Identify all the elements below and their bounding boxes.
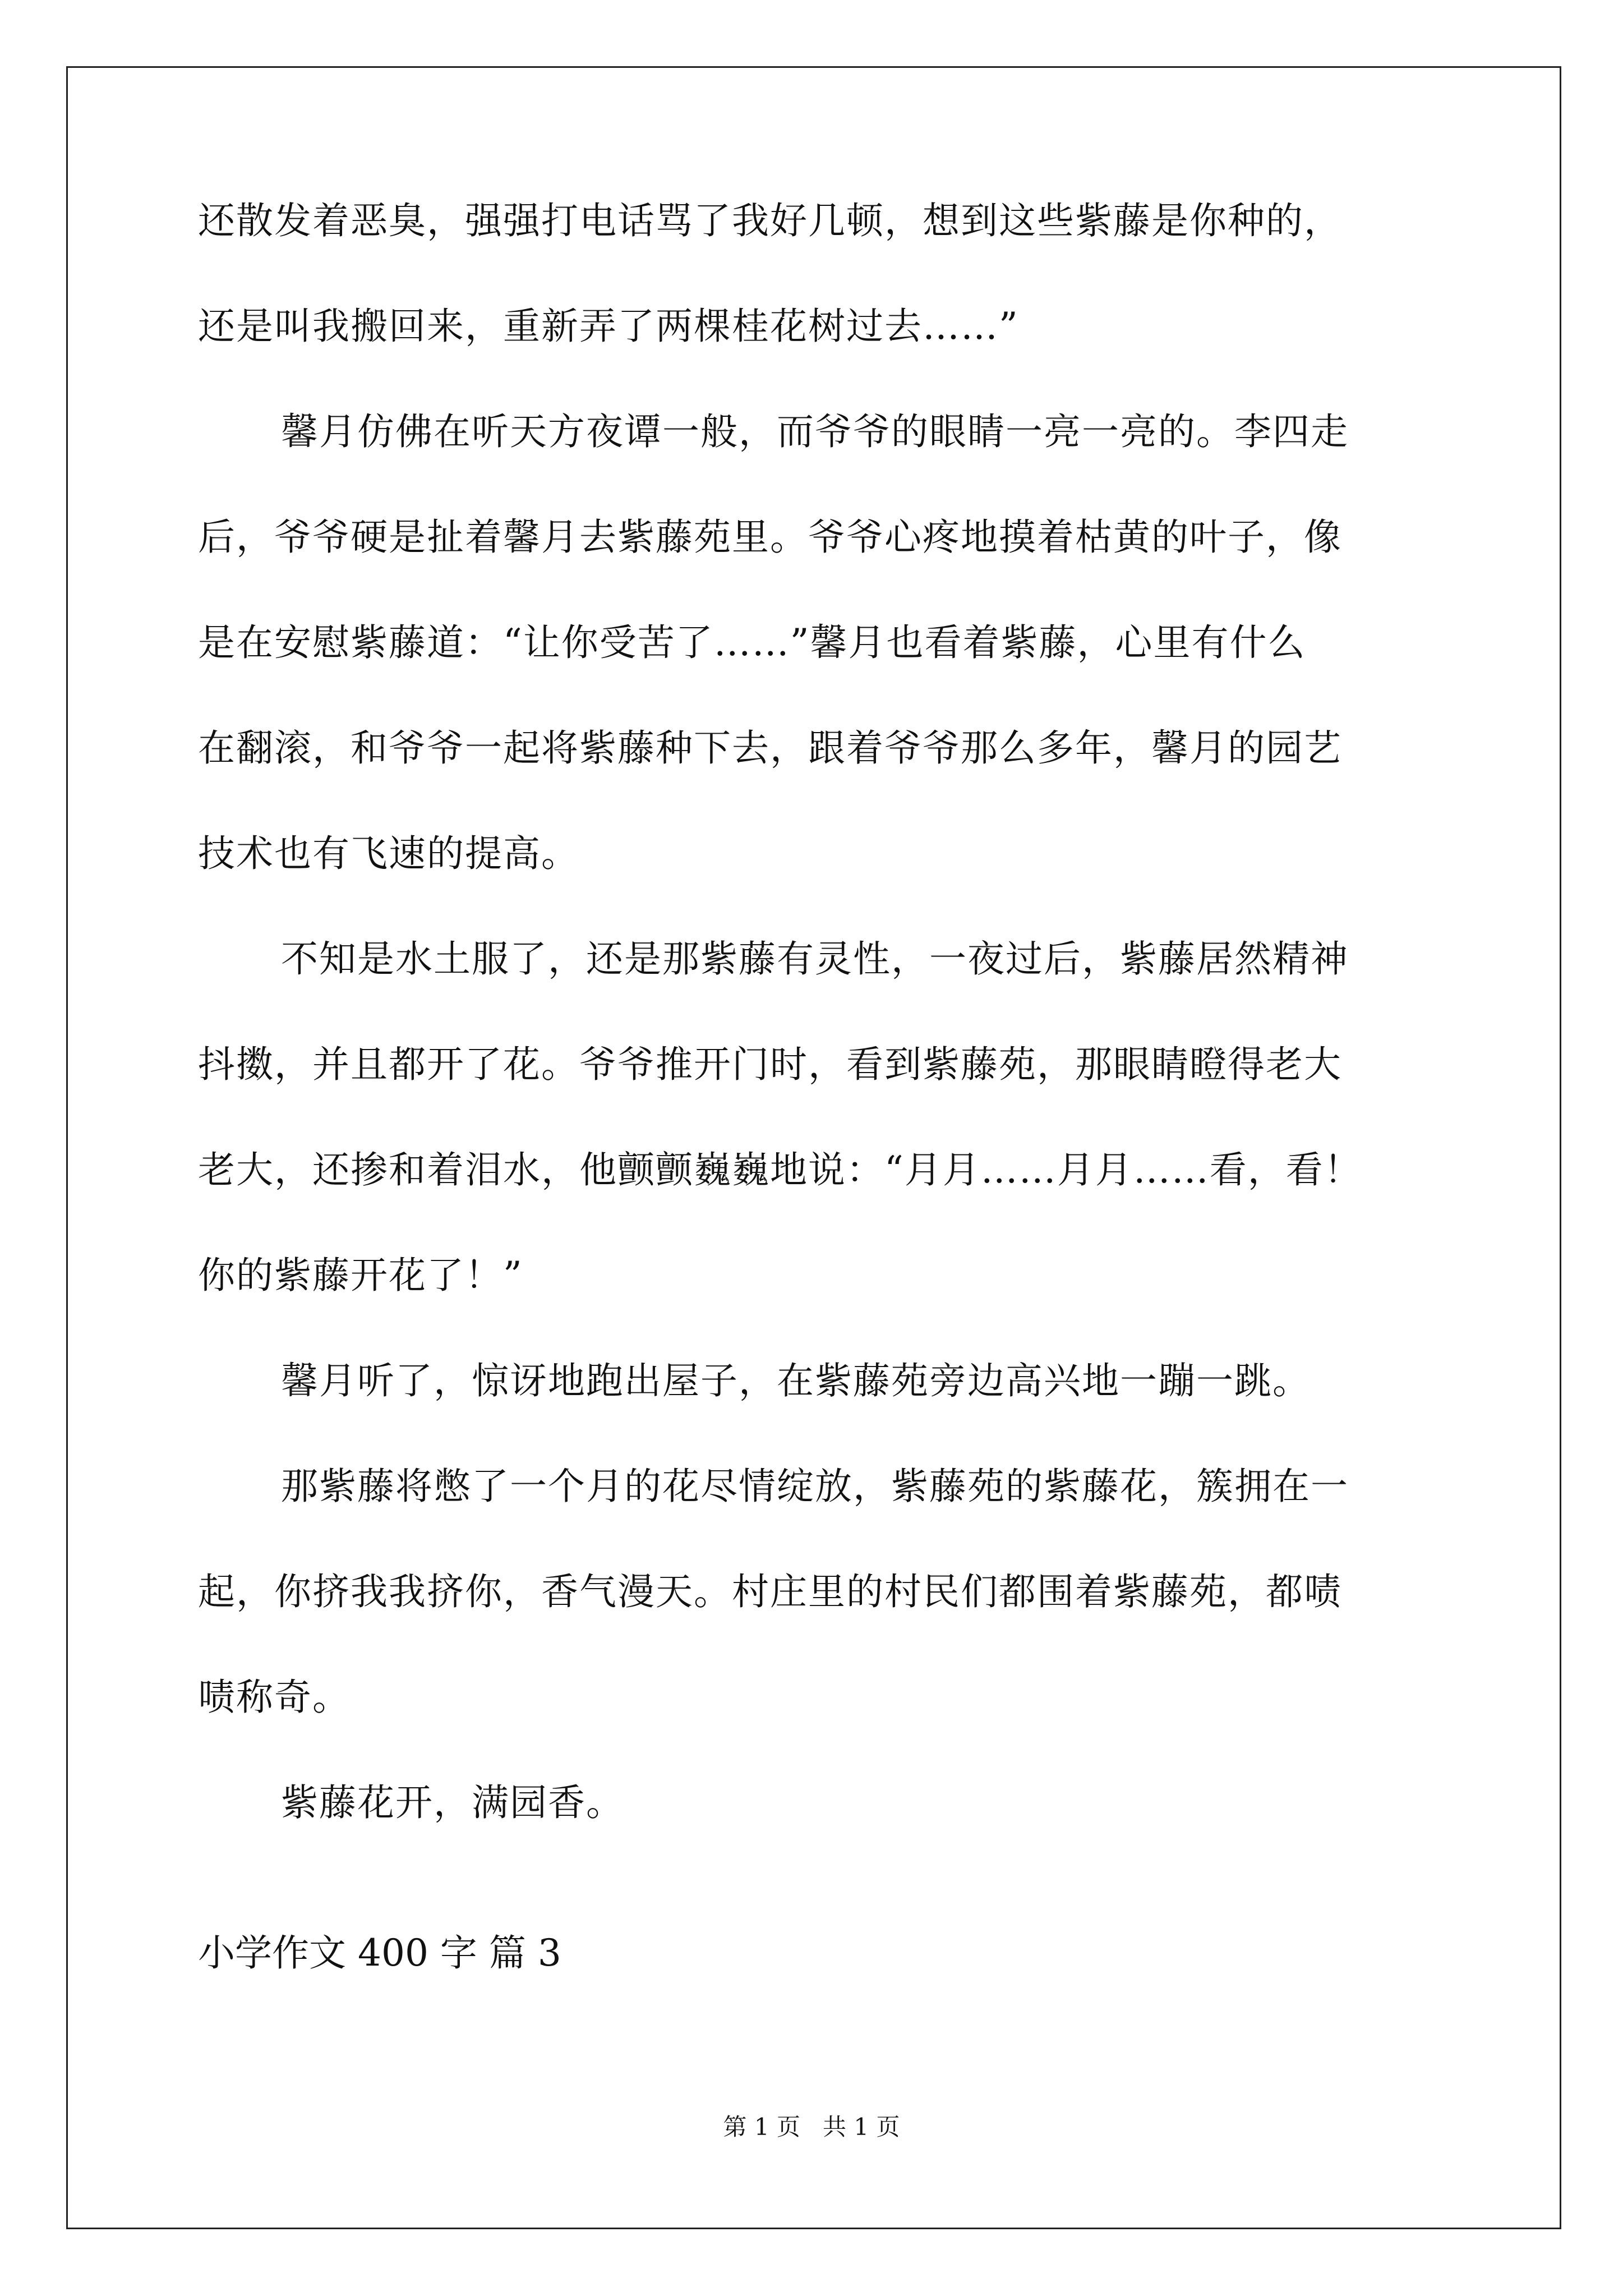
paragraph-start-line: 不知是水土服了，还是那紫藤有灵性，一夜过后，紫藤居然精神 bbox=[281, 937, 1349, 981]
text-line: 起，你挤我我挤你，香气漫天。村庄里的村民们都围着紫藤苑，都啧 bbox=[198, 1570, 1342, 1613]
text-line: 技术也有飞速的提高。 bbox=[198, 832, 579, 875]
paragraph-start-line: 馨月仿佛在听天方夜谭一般，而爷爷的眼睛一亮一亮的。李四走 bbox=[281, 410, 1349, 453]
text-line: 是在安慰紫藤道：“让你受苦了……”馨月也看着紫藤，心里有什么 bbox=[198, 621, 1306, 664]
text-line: 老大，还掺和着泪水，他颤颤巍巍地说：“月月……月月……看，看！ bbox=[198, 1148, 1362, 1191]
text-line: 后，爷爷硬是扯着馨月去紫藤苑里。爷爷心疼地摸着枯黄的叶子，像 bbox=[198, 516, 1342, 559]
text-line: 啧称奇。 bbox=[198, 1676, 351, 1719]
paragraph-start-line: 紫藤花开，满园香。 bbox=[281, 1781, 624, 1824]
page-number-footer: 第 1 页 共 1 页 bbox=[723, 2113, 900, 2141]
section-heading: 小学作文 400 字 篇 3 bbox=[198, 1931, 561, 1975]
text-line: 你的紫藤开花了！” bbox=[198, 1254, 523, 1297]
text-line: 还散发着恶臭，强强打电话骂了我好几顿，想到这些紫藤是你种的， bbox=[198, 199, 1342, 242]
text-line: 还是叫我搬回来，重新弄了两棵桂花树过去……” bbox=[198, 305, 1019, 348]
paragraph-start-line: 那紫藤将憋了一个月的花尽情绽放，紫藤苑的紫藤花，簇拥在一 bbox=[281, 1465, 1349, 1508]
text-line: 抖擞，并且都开了花。爷爷推开门时，看到紫藤苑，那眼睛瞪得老大 bbox=[198, 1043, 1342, 1086]
text-line: 在翻滚，和爷爷一起将紫藤种下去，跟着爷爷那么多年，馨月的园艺 bbox=[198, 726, 1342, 770]
document-body bbox=[198, 168, 1432, 1856]
paragraph-start-line: 馨月听了，惊讶地跑出屋子，在紫藤苑旁边高兴地一蹦一跳。 bbox=[281, 1359, 1311, 1402]
